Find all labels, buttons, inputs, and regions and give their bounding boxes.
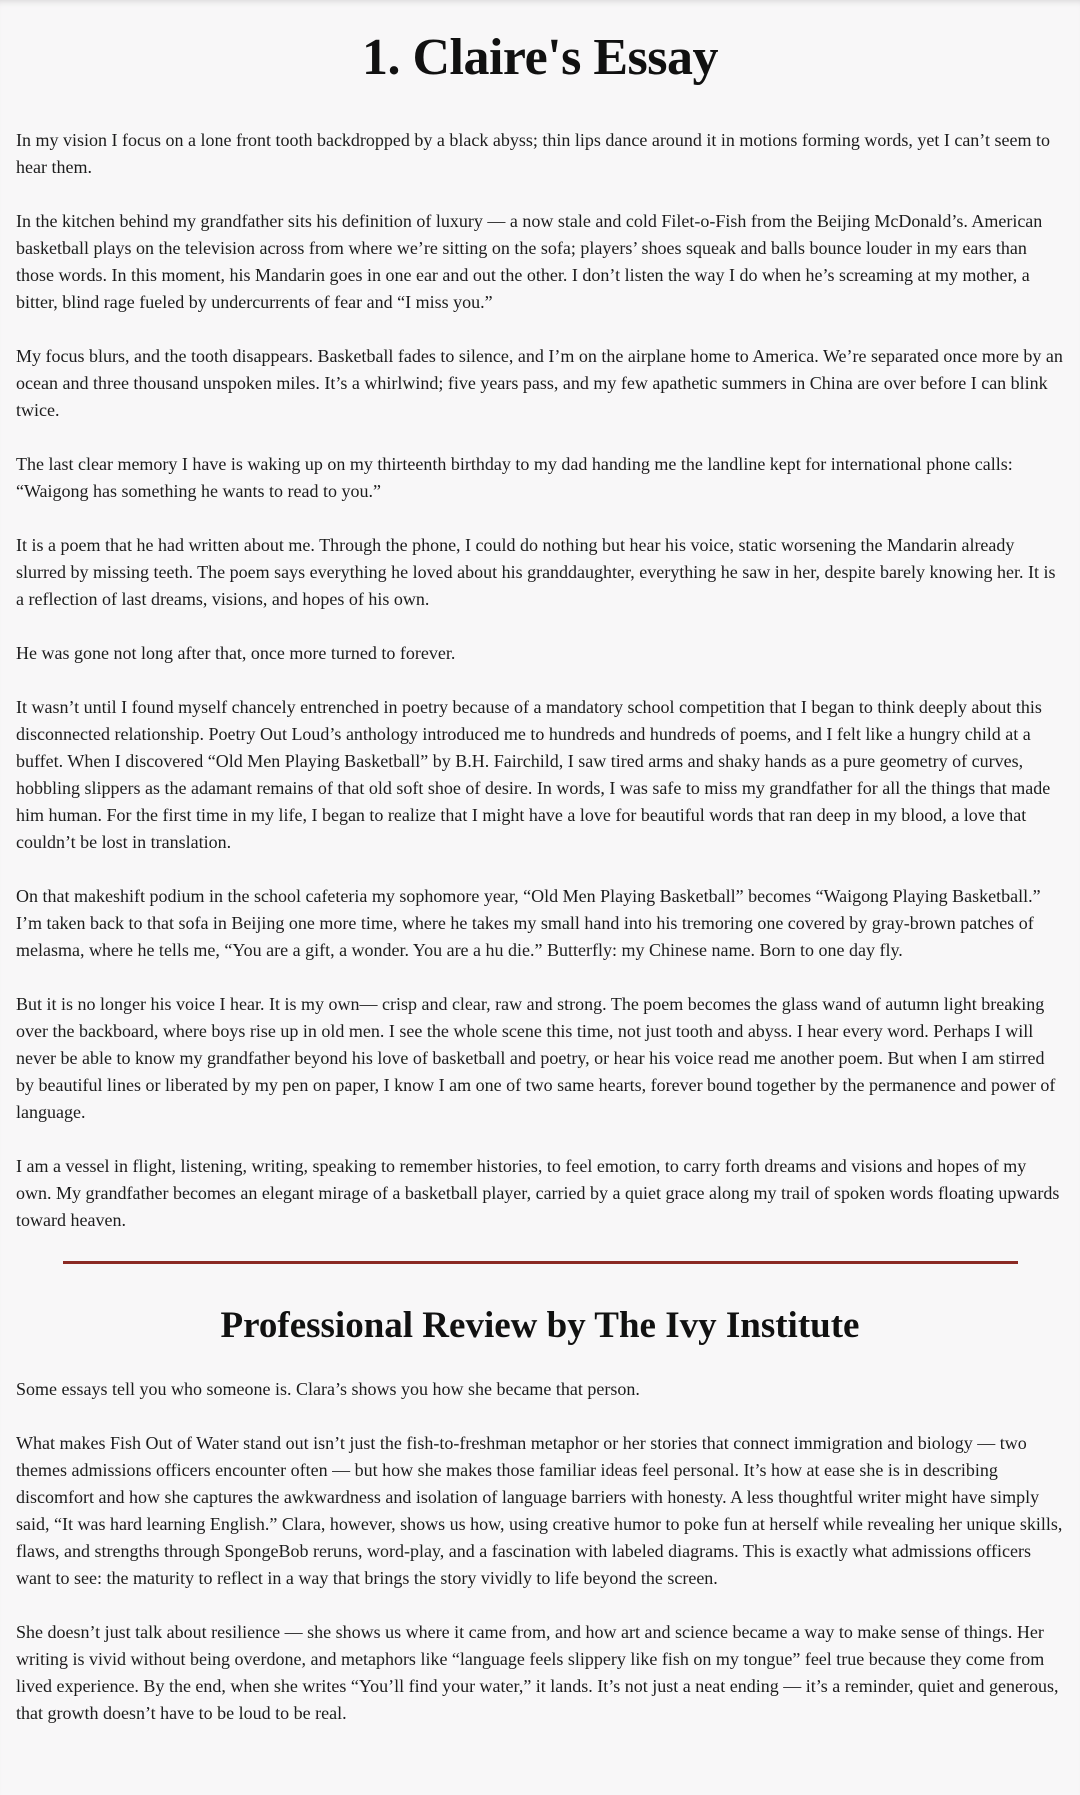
review-paragraph: What makes Fish Out of Water stand out isn’t just the fish-to-freshman metaphor or her stories that connect immigration and biology — two themes admissions officers encounter often — but how she makes those familiar ideas feel personal. It’s how at ease she is in describing discomfort and how she captures the awkwardness and isolation of language barriers with honesty. A less thoughtful writer might have simply said, “It was hard learning English.” Clara, however, shows us how, using creative humor to poke fun at herself while revealing her unique skills, flaws, and strengths through SpongeBob reruns, word-play, and a fascination with labeled diagrams. This is exactly what admissions officers want to see: the maturity to reflect in a way that brings the story vividly to life beyond the screen. <box>16 1433 1063 1588</box>
review-title: Professional Review by The Ivy Institute <box>220 1305 860 1346</box>
essay-paragraph: On that makeshift podium in the school cafeteria my sophomore year, “Old Men Playing Basketball” becomes “Waigong Playing Basketball.” I’m taken back to that sofa in Beijing one more time, where he takes my small hand into his tremoring one covered by gray-brown patches of melasma, where he tells me, “You are a gift, a wonder. You are a hu die.” Butterfly: my Chinese name. Born to one day fly. <box>16 886 1041 960</box>
essay-paragraph: It wasn’t until I found myself chancely entrenched in poetry because of a mandatory school competition that I began to think deeply about this disconnected relationship. Poetry Out Loud’s anthology introduced me to hundreds and hundreds of poems, and I felt like a hungry child at a buffet. When I discovered “Old Men Playing Basketball” by B.H. Fairchild, I saw tired arms and shaky hands as a pure geometry of curves, hobbling slippers as the adamant remains of that old soft shoe of desire. In words, I was safe to miss my grandfather for all the things that made him human. For the first time in my life, I began to realize that I might have a love for beautiful words that ran deep in my blood, a love that couldn’t be lost in translation. <box>16 697 1051 852</box>
essay-paragraph: But it is no longer his voice I hear. It is my own— crisp and clear, raw and strong. The poem becomes the glass wand of autumn light breaking over the backboard, where boys rise up in old men. I see the whole scene this time, not just tooth and abyss. I hear every word. Perhaps I will never be able to know my grandfather beyond his love of basketball and poetry, or hear his voice read me another poem. But when I am stirred by beautiful lines or liberated by my pen on paper, I know I am one of two same hearts, forever bound together by the permanence and power of language. <box>16 994 1056 1122</box>
essay-paragraph: My focus blurs, and the tooth disappears. Basketball fades to silence, and I’m on the airplane home to America. We’re separated once more by an ocean and three thousand unspoken miles. It’s a whirlwind; five years pass, and my few apathetic summers in China are over before I can blink twice. <box>16 346 1063 420</box>
essay-paragraph: It is a poem that he had written about me. Through the phone, I could do nothing but hear his voice, static worsening the Mandarin already slurred by missing teeth. The poem says everything he loved about his granddaughter, everything he saw in her, despite barely knowing her. It is a reflection of last dreams, visions, and hopes of his own. <box>16 535 1056 609</box>
essay-paragraph: He was gone not long after that, once more turned to forever. <box>16 643 456 663</box>
essay-paragraph: I am a vessel in flight, listening, writing, speaking to remember histories, to feel emotion, to carry forth dreams and visions and hopes of my own. My grandfather becomes an elegant mirage of a basketball player, carried by a quiet grace along my trail of spoken words floating upwards toward heaven. <box>16 1156 1060 1230</box>
review-paragraph: Some essays tell you who someone is. Clara’s shows you how she became that person. <box>16 1379 640 1399</box>
essay-paragraph: In my vision I focus on a lone front tooth backdropped by a black abyss; thin lips dance around it in motions forming words, yet I can’t seem to hear them. <box>16 130 1050 177</box>
essay-title: 1. Claire's Essay <box>361 29 718 86</box>
essay-paragraph: In the kitchen behind my grandfather sits his definition of luxury — a now stale and cold Filet-o-Fish from the Beijing McDonald’s. American basketball plays on the television across from where we’re sitting on the sofa; players’ shoes squeak and balls bounce louder in my ears than those words. In this moment, his Mandarin goes in one ear and out the other. I don’t listen the way I do when he’s screaming at my mother, a bitter, blind rage fueled by undercurrents of fear and “I miss you.” <box>16 211 1043 312</box>
review-body <box>16 1376 1064 1727</box>
essay-body <box>16 127 1064 1234</box>
review-paragraph: She doesn’t just talk about resilience — she shows us where it came from, and how art and science became a way to make sense of things. Her writing is vivid without being overdone, and metaphors like “language feels slippery like fish on my tongue” feel true because they come from lived experience. By the end, when she writes “You’ll find your water,” it lands. It’s not just a neat ending — it’s a reminder, quiet and generous, that growth doesn’t have to be loud to be real. <box>16 1622 1059 1723</box>
essay-paragraph: The last clear memory I have is waking up on my thirteenth birthday to my dad handing me the landline kept for international phone calls: “Waigong has something he wants to read to you.” <box>16 454 1013 501</box>
